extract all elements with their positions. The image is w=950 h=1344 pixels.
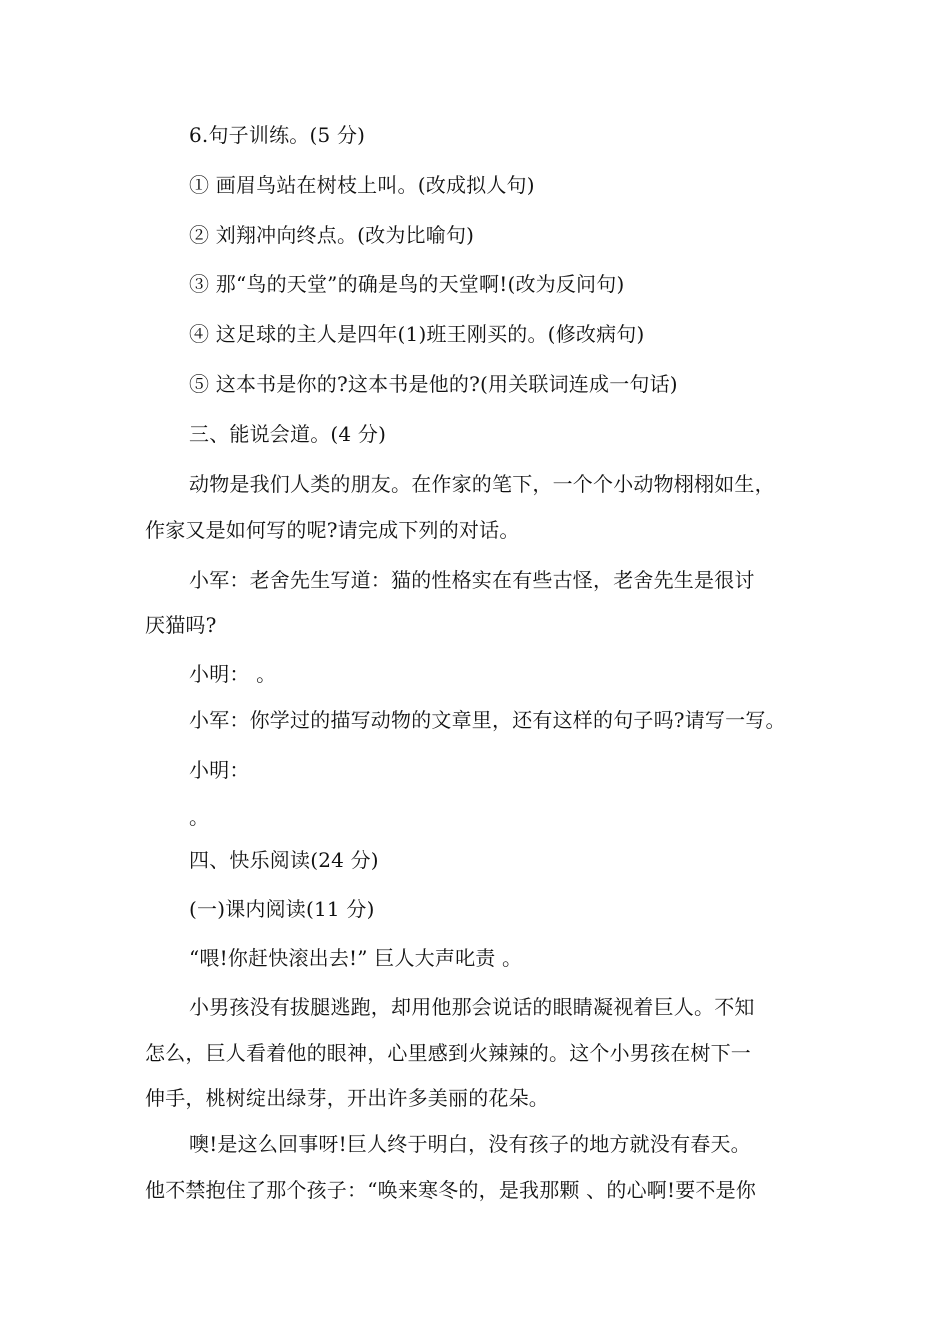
question-6-item-1: ① 画眉鸟站在树枝上叫。(改成拟人句) [189,173,535,197]
dialogue-xiaojun-1-line-2: 厌猫吗? [145,613,217,637]
section-3-intro-line-2: 作家又是如何写的呢?请完成下列的对话。 [145,518,520,542]
passage-line-5: 噢!是这么回事呀!巨人终于明白，没有孩子的地方就没有春天。 [189,1132,751,1156]
question-6-heading: 6.句子训练。(5 分) [189,123,366,147]
dialogue-xiaoming-1: 小明： 。 [189,662,277,686]
question-6-item-3: ③ 那“鸟的天堂”的确是鸟的天堂啊!(改为反问句) [189,272,625,296]
question-6-item-5: ⑤ 这本书是你的?这本书是他的?(用关联词连成一句话) [189,372,678,396]
dialogue-xiaoming-2: 小明： [189,758,250,782]
passage-line-2: 小男孩没有拔腿逃跑，却用他那会说话的眼睛凝视着巨人。不知 [189,995,755,1019]
passage-line-1: “喂!你赶快滚出去!” 巨人大声叱责 。 [189,946,523,970]
question-6-item-2: ② 刘翔冲向终点。(改为比喻句) [189,223,475,247]
reading-1-heading: (一)课内阅读(11 分) [189,897,375,921]
passage-line-6: 他不禁抱住了那个孩子：“唤来寒冬的，是我那颗 、的心啊!要不是你 [145,1178,757,1202]
answer-blank-end: 。 [189,805,210,829]
section-3-intro-line-1: 动物是我们人类的朋友。在作家的笔下，一个个小动物栩栩如生， [189,472,775,496]
passage-line-4: 伸手，桃树绽出绿芽，开出许多美丽的花朵。 [145,1086,549,1110]
dialogue-xiaojun-2: 小军：你学过的描写动物的文章里，还有这样的句子吗?请写一写。 [189,708,786,732]
passage-line-3: 怎么，巨人看着他的眼神，心里感到火辣辣的。这个小男孩在树下一 [145,1041,751,1065]
section-3-heading: 三、能说会道。(4 分) [189,422,387,446]
section-4-heading: 四、快乐阅读(24 分) [189,848,379,872]
dialogue-xiaojun-1-line-1: 小军：老舍先生写道：猫的性格实在有些古怪，老舍先生是很讨 [189,568,755,592]
question-6-item-4: ④ 这足球的主人是四年(1)班王刚买的。(修改病句) [189,322,645,346]
